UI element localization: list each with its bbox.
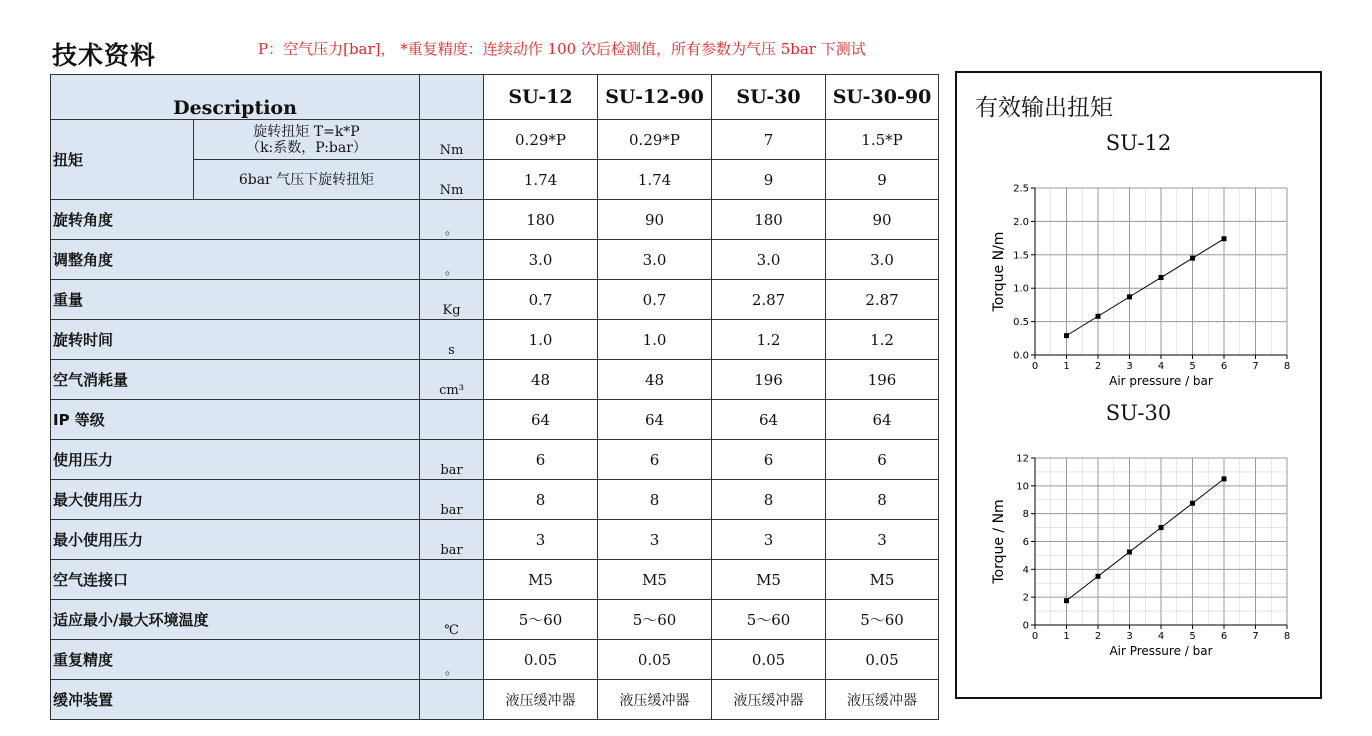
- unit-header: [420, 75, 484, 120]
- table-cell: 1.0: [598, 320, 712, 360]
- row-label: 使用压力: [51, 440, 420, 480]
- x-tick-label: 1: [1063, 361, 1070, 372]
- table-row: [51, 480, 939, 520]
- table-cell: 1.2: [712, 320, 826, 360]
- table-row: [51, 440, 939, 480]
- table-cell: 3: [484, 520, 598, 560]
- x-tick-label: 3: [1126, 361, 1133, 372]
- table-cell: 64: [826, 400, 939, 440]
- table-cell: 5～60: [484, 600, 598, 640]
- data-point: [1190, 256, 1195, 261]
- x-axis-label: Air Pressure / bar: [1109, 644, 1213, 658]
- table-cell: 3.0: [712, 240, 826, 280]
- y-tick-label: 2.5: [1013, 183, 1029, 195]
- row-label: 旋转角度: [51, 200, 420, 240]
- row-unit: bar: [420, 480, 484, 520]
- row-label: 重复精度: [51, 640, 420, 680]
- y-tick-label: 2.0: [1013, 216, 1029, 228]
- table-cell: 1.2: [826, 320, 939, 360]
- row-unit: ℃: [420, 600, 484, 640]
- table-row: [51, 520, 939, 560]
- x-tick-label: 3: [1126, 631, 1133, 642]
- table-cell: 8: [826, 480, 939, 520]
- x-tick-label: 7: [1252, 361, 1259, 372]
- table-cell: 1.74: [484, 160, 598, 200]
- row-unit: 。: [420, 200, 484, 240]
- table-cell: 0.05: [712, 640, 826, 680]
- table-row: [51, 200, 939, 240]
- row-unit: Nm: [420, 120, 484, 160]
- table-cell: 64: [712, 400, 826, 440]
- table-cell: 0.05: [484, 640, 598, 680]
- row-unit: bar: [420, 520, 484, 560]
- table-cell: 2.87: [826, 280, 939, 320]
- table-cell: 6: [712, 440, 826, 480]
- y-tick-label: 8: [1022, 509, 1029, 521]
- table-cell: 180: [712, 200, 826, 240]
- table-cell: 196: [712, 360, 826, 400]
- row-label: 适应最小/最大环境温度: [51, 600, 420, 640]
- table-cell: 90: [598, 200, 712, 240]
- description-header: Description: [51, 75, 420, 120]
- x-tick-label: 8: [1283, 361, 1291, 372]
- table-cell: 液压缓冲器: [826, 680, 939, 720]
- table-cell: 8: [484, 480, 598, 520]
- data-point: [1190, 501, 1195, 506]
- table-cell: 3.0: [484, 240, 598, 280]
- data-point: [1064, 333, 1069, 338]
- x-tick-label: 8: [1283, 631, 1291, 642]
- table-cell: 液压缓冲器: [598, 680, 712, 720]
- table-cell: 90: [826, 200, 939, 240]
- table-row: [51, 640, 939, 680]
- row-unit: 。: [420, 640, 484, 680]
- row-label: 旋转时间: [51, 320, 420, 360]
- data-point: [1096, 314, 1101, 319]
- row-label: 最大使用压力: [51, 480, 420, 520]
- x-tick-label: 2: [1094, 361, 1102, 372]
- data-point: [1127, 294, 1132, 299]
- data-point: [1127, 549, 1132, 554]
- x-tick-label: 0: [1031, 631, 1039, 642]
- data-point: [1222, 476, 1227, 481]
- x-tick-label: 4: [1157, 631, 1165, 642]
- x-tick-label: 4: [1157, 361, 1165, 372]
- row-label: 调整角度: [51, 240, 420, 280]
- table-cell: 0.7: [598, 280, 712, 320]
- table-cell: 3: [712, 520, 826, 560]
- model-header: SU-30-90: [826, 75, 939, 120]
- table-cell: M5: [712, 560, 826, 600]
- table-row: [51, 560, 939, 600]
- table-cell: 48: [598, 360, 712, 400]
- x-tick-label: 5: [1189, 631, 1196, 642]
- table-cell: 1.74: [598, 160, 712, 200]
- row-label: 空气消耗量: [51, 360, 420, 400]
- y-tick-label: 1.5: [1013, 250, 1029, 262]
- table-cell: 5～60: [712, 600, 826, 640]
- y-tick-label: 2: [1022, 592, 1029, 604]
- row-unit: [420, 400, 484, 440]
- table-cell: 64: [598, 400, 712, 440]
- spec-table: [50, 74, 939, 720]
- x-tick-label: 5: [1189, 361, 1196, 372]
- row-label: 重量: [51, 280, 420, 320]
- table-cell: 3: [826, 520, 939, 560]
- row-unit: [420, 560, 484, 600]
- y-axis-label: Torque / Nm: [991, 499, 1007, 584]
- y-tick-label: 1.0: [1013, 283, 1029, 295]
- data-point: [1222, 236, 1227, 241]
- x-tick-label: 2: [1094, 631, 1102, 642]
- table-row: [51, 680, 939, 720]
- row-unit: cm³: [420, 360, 484, 400]
- table-cell: 3: [598, 520, 712, 560]
- chart-title: SU-30: [1105, 401, 1172, 425]
- row-unit: [420, 680, 484, 720]
- table-cell: 6: [826, 440, 939, 480]
- formula-note: （k:系数，P:bar）: [246, 139, 367, 156]
- table-cell: 0.7: [484, 280, 598, 320]
- x-tick-label: 6: [1220, 631, 1228, 642]
- table-row: [51, 240, 939, 280]
- table-cell: 0.29*P: [598, 120, 712, 160]
- row-unit: s: [420, 320, 484, 360]
- row-sublabel-torque-6bar: 6bar 气压下旋转扭矩: [194, 160, 420, 200]
- x-tick-label: 6: [1220, 361, 1228, 372]
- model-header: SU-30: [712, 75, 826, 120]
- chart-title: SU-12: [1105, 131, 1172, 155]
- table-cell: 2.87: [712, 280, 826, 320]
- table-cell: 1.5*P: [826, 120, 939, 160]
- x-tick-label: 1: [1063, 631, 1070, 642]
- page-title: 技术资料: [52, 41, 157, 70]
- table-row: [51, 600, 939, 640]
- y-tick-label: 4: [1022, 564, 1029, 576]
- table-cell: 液压缓冲器: [712, 680, 826, 720]
- model-header: SU-12: [484, 75, 598, 120]
- parameter-note: P：空气压力[bar]， *重复精度：连续动作 100 次后检测值，所有参数为气压 5bar 下测试: [258, 40, 866, 58]
- row-label: 最小使用压力: [51, 520, 420, 560]
- table-cell: 0.29*P: [484, 120, 598, 160]
- table-header-row: [51, 75, 939, 120]
- row-unit: bar: [420, 440, 484, 480]
- table-cell: 3.0: [598, 240, 712, 280]
- y-tick-label: 6: [1022, 537, 1029, 548]
- y-tick-label: 0.5: [1013, 317, 1029, 329]
- table-row: [51, 280, 939, 320]
- table-cell: 48: [484, 360, 598, 400]
- table-cell: 180: [484, 200, 598, 240]
- x-axis-label: Air pressure / bar: [1109, 374, 1213, 388]
- table-cell: M5: [484, 560, 598, 600]
- table-cell: 0.05: [826, 640, 939, 680]
- table-cell: 1.0: [484, 320, 598, 360]
- table-cell: 8: [712, 480, 826, 520]
- row-label: IP 等级: [51, 400, 420, 440]
- row-label: 缓冲装置: [51, 680, 420, 720]
- table-cell: 6: [484, 440, 598, 480]
- data-point: [1159, 525, 1164, 530]
- row-unit: Kg: [420, 280, 484, 320]
- y-axis-label: Torque N/m: [991, 231, 1007, 312]
- y-tick-label: 12: [1016, 453, 1029, 465]
- table-cell: 9: [826, 160, 939, 200]
- table-cell: 64: [484, 400, 598, 440]
- y-tick-label: 10: [1016, 481, 1029, 493]
- formula-line: 旋转扭矩 T=k*P: [253, 123, 360, 140]
- y-tick-label: 0.0: [1013, 350, 1029, 362]
- y-tick-label: 0: [1022, 620, 1029, 632]
- su12-torque-chart: [987, 178, 1307, 393]
- table-cell: 0.05: [598, 640, 712, 680]
- row-label-torque: 扭矩: [51, 120, 194, 200]
- row-sublabel-torque-formula: [194, 120, 420, 160]
- su30-torque-chart: [987, 448, 1307, 663]
- table-cell: 3.0: [826, 240, 939, 280]
- table-cell: 9: [712, 160, 826, 200]
- table-cell: 液压缓冲器: [484, 680, 598, 720]
- data-point: [1064, 598, 1069, 603]
- row-label: 空气连接口: [51, 560, 420, 600]
- x-tick-label: 0: [1031, 361, 1039, 372]
- data-point: [1096, 574, 1101, 579]
- table-row: [51, 120, 939, 160]
- table-cell: 196: [826, 360, 939, 400]
- table-cell: 6: [598, 440, 712, 480]
- table-cell: M5: [826, 560, 939, 600]
- table-cell: 5～60: [598, 600, 712, 640]
- table-cell: 7: [712, 120, 826, 160]
- row-unit: 。: [420, 240, 484, 280]
- table-row: [51, 360, 939, 400]
- row-unit: Nm: [420, 160, 484, 200]
- table-row: [51, 320, 939, 360]
- table-cell: 5～60: [826, 600, 939, 640]
- model-header: SU-12-90: [598, 75, 712, 120]
- table-cell: 8: [598, 480, 712, 520]
- table-cell: M5: [598, 560, 712, 600]
- data-point: [1159, 275, 1164, 280]
- table-row: [51, 400, 939, 440]
- panel-title: 有效输出扭矩: [975, 95, 1113, 121]
- x-tick-label: 7: [1252, 631, 1259, 642]
- torque-chart-panel: [955, 71, 1322, 699]
